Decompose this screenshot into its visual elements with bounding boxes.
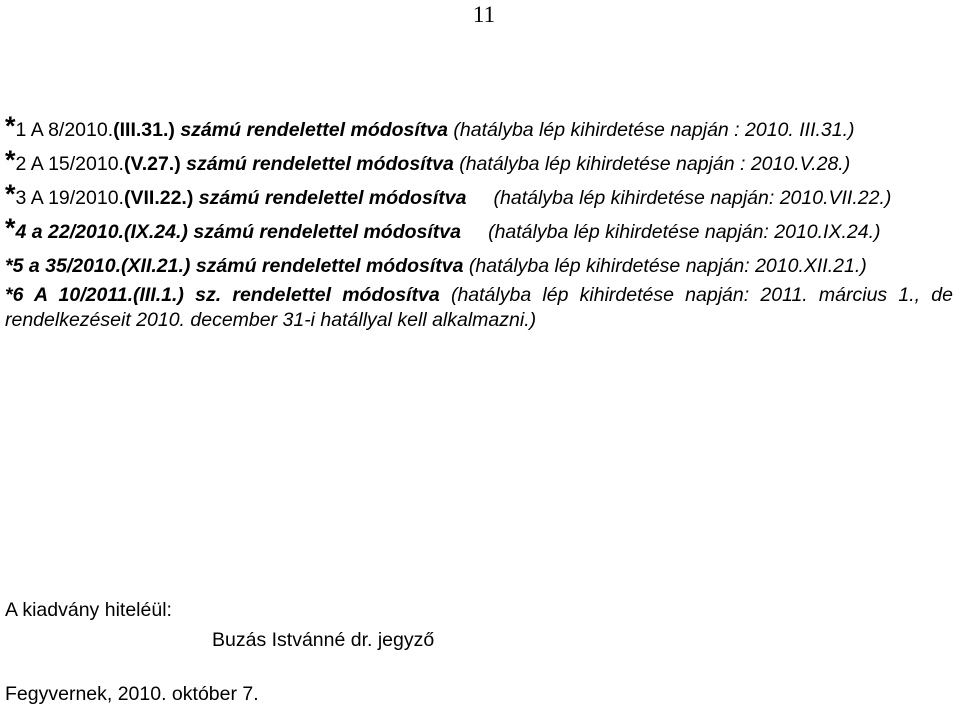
- regulation-desc: számú rendelettel módosítva: [180, 153, 454, 175]
- amendment-note-1: [5, 111, 953, 143]
- amendment-note-6: [5, 283, 953, 333]
- amendment-note-4: [5, 213, 953, 245]
- footnote-number: 6: [12, 284, 24, 306]
- footnote-number: 3: [15, 187, 27, 209]
- footnote-star: *: [5, 111, 16, 141]
- certification-label: A kiadvány hiteléül:: [5, 599, 172, 621]
- footnote-number: 5: [12, 255, 24, 277]
- regulation-prefix: A 10/2011.: [23, 284, 133, 306]
- amendment-note-2: [5, 145, 953, 177]
- footnote-star: *: [5, 213, 16, 243]
- amendment-notes: [5, 111, 953, 337]
- effective-date-note: (hatályba lép kihirdetése napján: 2010.VII.22.): [466, 187, 892, 209]
- footnote-star: *: [5, 284, 13, 306]
- effective-date-note: (hatályba lép kihirdetése napján: 2010.XII.21.): [463, 255, 867, 277]
- footnote-number: 4: [15, 221, 27, 243]
- regulation-prefix: a 35/2010.: [23, 255, 122, 277]
- regulation-ref: (IX.24.): [123, 221, 188, 243]
- page-number: 11: [472, 2, 496, 27]
- regulation-desc: számú rendelettel módosítva: [190, 255, 464, 277]
- regulation-ref: (III.1.): [133, 284, 184, 306]
- regulation-desc: sz. rendelettel módosítva: [183, 284, 440, 306]
- regulation-ref: (VII.22.): [123, 187, 194, 209]
- signatory-name: Buzás Istvánné dr. jegyző: [212, 629, 435, 651]
- regulation-prefix: A 15/2010.: [26, 153, 124, 175]
- regulation-ref: (XII.21.): [121, 255, 191, 277]
- effective-date-note: (hatályba lép kihirdetése napján: 2010.IX.24.): [460, 221, 881, 243]
- footnote-number: 1: [15, 119, 27, 141]
- effective-date-note: (hatályba lép kihirdetése napján : 2010.V.28.): [453, 153, 851, 175]
- regulation-desc: számú rendelettel módosítva: [193, 187, 467, 209]
- effective-date-note: (hatályba lép kihirdetése napján: 2011. március 1., de rendelkezéseit 2010. december 31-i hatállyal kell alkalmazni.): [5, 284, 953, 331]
- regulation-desc: számú rendelettel módosítva: [174, 119, 448, 141]
- regulation-ref: (V.27.): [123, 153, 181, 175]
- footnote-star: *: [5, 255, 13, 277]
- regulation-ref: (III.31.): [113, 119, 175, 141]
- effective-date-note: (hatályba lép kihirdetése napján : 2010. III.31.): [448, 119, 855, 141]
- footnote-star: *: [5, 179, 16, 209]
- footnote-number: 2: [15, 153, 27, 175]
- amendment-note-3: [5, 179, 953, 211]
- regulation-prefix: A 8/2010.: [26, 119, 114, 141]
- regulation-prefix: a 22/2010.: [26, 221, 124, 243]
- regulation-desc: számú rendelettel módosítva: [187, 221, 461, 243]
- footnote-star: *: [5, 145, 16, 175]
- amendment-note-5: [5, 254, 953, 279]
- place-and-date: Fegyvernek, 2010. október 7.: [5, 683, 259, 705]
- regulation-prefix: A 19/2010.: [26, 187, 124, 209]
